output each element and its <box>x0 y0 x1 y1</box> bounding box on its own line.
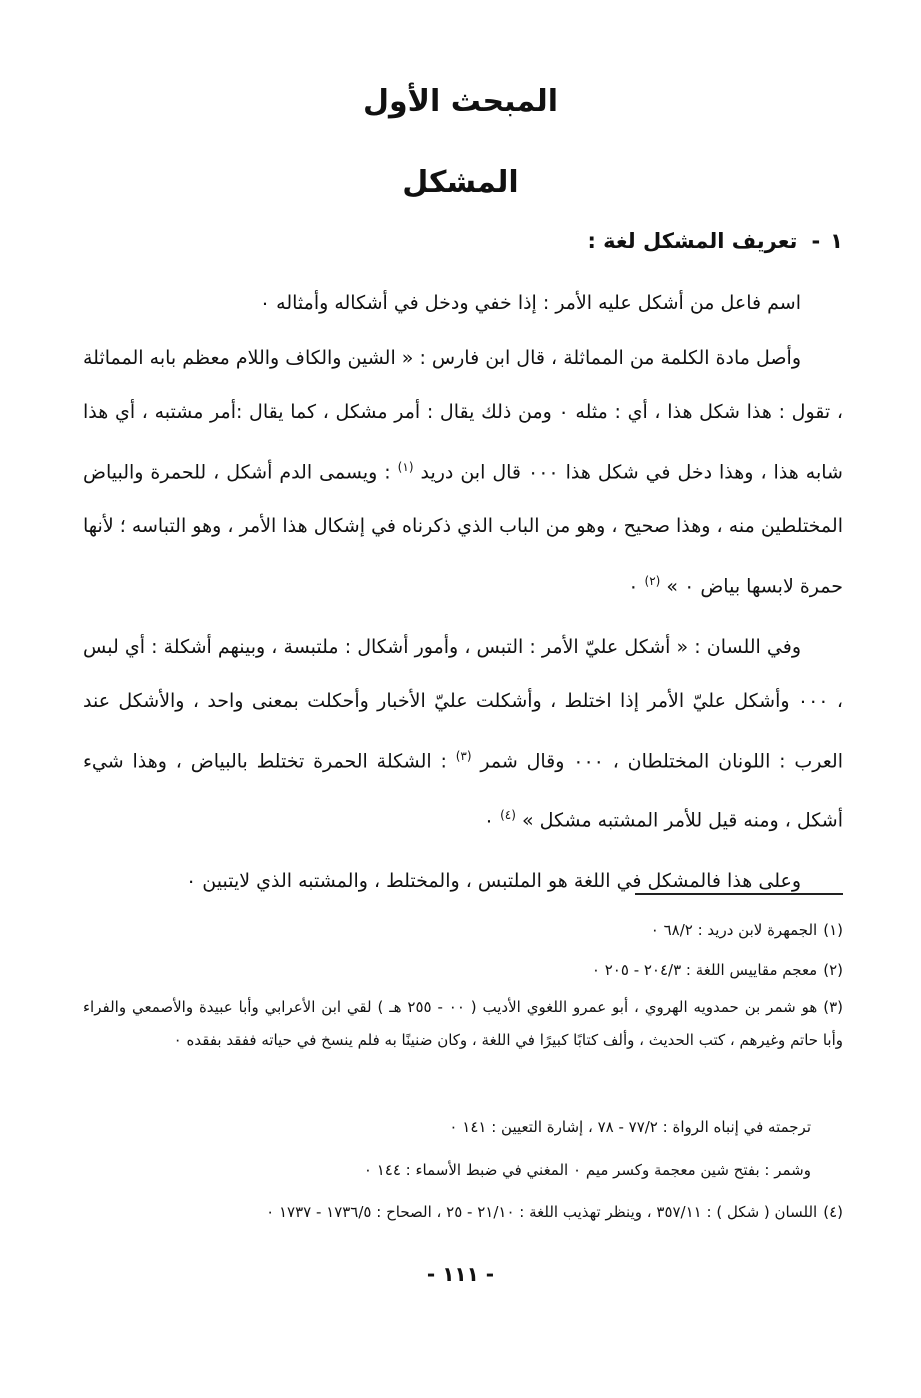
footnote-number: (٣) <box>823 998 844 1016</box>
footnote-1 <box>83 920 843 940</box>
footnote-text: اللسان ( شكل ) : ٣٥٧/١١ ، وينظر تهذيب اللغة : ٢١/١٠ - ٢٥ ، الصحاح : ١٧٣٦/٥ - ١٧٣٧ ٠ <box>266 1203 818 1221</box>
footnote-ref: (١) <box>397 459 414 474</box>
paragraph-3-rest: : الشكلة الحمرة تختلط بالبياض ، وهذا شيء أشكل ، ومنه قيل للأمر المشتبه مشكل » <box>83 749 843 832</box>
section-dash: - <box>811 229 821 253</box>
paragraph-2-rest: : ويسمى الدم أشكل ، للحمرة والبياض المختلطين منه ، وهذا صحيح ، وهو من الباب الذي ذكرناه في إشكال هذا الأمر ، وهو التباسه ؛ لأنها حمرة لابسها بياض ٠ » <box>83 460 843 598</box>
footnote-ref: (٤) <box>500 808 516 823</box>
section-number: ١ <box>830 229 843 253</box>
body-text <box>83 276 843 909</box>
footnote-text: هو شمر بن حمدويه الهروي ، أبو عمرو اللغوي الأديب ( ٠٠ - ٢٥٥ هـ ) لقي ابن الأعرابي وأبا عبيدة والأصمعي والفراء وأبا حاتم وغيرهم ، كتب الحديث ، وألف كتابًا كبيرًا في اللغة ، وكان ضنينًا به فلم ينسخ في حياته ففقد بفقده ٠ <box>83 998 843 1049</box>
footnote-3-biography: ترجمته في إنباه الرواة : ٧٧/٢ - ٧٨ ، إشارة التعيين : ١٤١ ٠ <box>449 1118 811 1136</box>
paragraph-3-text: وفي اللسان : « أشكل عليّ الأمر : التبس ، وأمور أشكال : ملتبسة ، وبينهم أشكلة : أي لبس ، ٠٠٠ وأشكل عليّ الأمر إذا اختلط ، وأشكلت عليّ الأخبار وأحكلت بمعنى واحد ، والأشكل عند العرب : اللونان المختلطان ، ٠٠٠ وقال شمر <box>83 635 843 772</box>
footnote-ref: (٢) <box>644 573 661 588</box>
footnote-4 <box>83 1202 843 1222</box>
paragraph-3-end: ٠ <box>483 809 495 832</box>
footnote-text: الجمهرة لابن دريد : ٦٨/٢ ٠ <box>650 921 818 939</box>
footnote-text: معجم مقاييس اللغة : ٢٠٤/٣ - ٢٠٥ ٠ <box>591 961 818 979</box>
paragraph-2 <box>83 331 843 614</box>
paragraph-4: وعلى هذا فالمشكل في اللغة هو الملتبس ، والمختلط ، والمشتبه الذي لايتبين ٠ <box>186 870 801 893</box>
paragraph-2-end: ٠ <box>628 575 639 598</box>
section-heading-text: تعريف المشكل لغة : <box>587 229 798 253</box>
footnote-number: (٢) <box>823 961 843 979</box>
chapter-subtitle: المشكل <box>402 165 519 200</box>
page-number: - ١١١ - <box>426 1262 495 1286</box>
paragraph-1: اسم فاعل من أشكل عليه الأمر : إذا خفي ودخل في أشكاله وأمثاله ٠ <box>259 292 801 314</box>
paragraph-3 <box>83 620 843 849</box>
paragraph-2-text: وأصل مادة الكلمة من المماثلة ، قال ابن فارس : « الشين والكاف واللام معظم بابه المماثلة ، تقول : هذا شكل هذا ، أي : مثله ٠ ومن ذلك يقال : أمر مشكل ، كما يقال :أمر مشتبه ، أي هذا شابه هذا ، وهذا دخل في شكل هذا ٠٠٠ قال ابن دريد <box>83 346 843 483</box>
chapter-title: المبحث الأول <box>362 84 559 119</box>
footnote-ref: (٣) <box>455 748 472 763</box>
footnote-3-note: وشمر : بفتح شين معجمة وكسر ميم ٠ المغني في ضبط الأسماء : ١٤٤ ٠ <box>363 1161 811 1179</box>
footnote-divider <box>635 893 843 895</box>
footnote-3 <box>83 991 843 1057</box>
footnote-number: (١) <box>823 921 843 939</box>
footnote-number: (٤) <box>823 1203 843 1221</box>
footnote-2 <box>83 960 843 980</box>
section-heading <box>587 229 843 253</box>
